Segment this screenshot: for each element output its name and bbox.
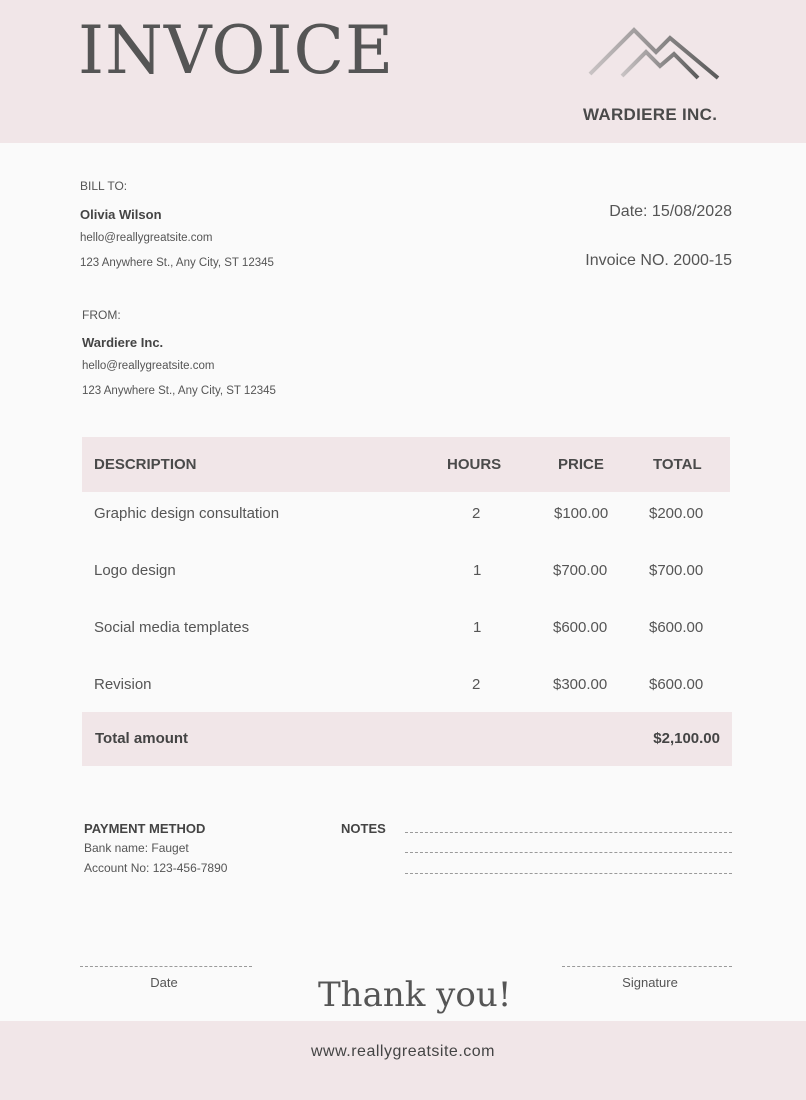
items-table (82, 437, 730, 720)
invoice-date: Date: 15/08/2028 (609, 203, 732, 220)
row-hours: 2 (472, 676, 481, 693)
row-total: $600.00 (649, 619, 704, 636)
row-description: Social media templates (94, 619, 250, 636)
invoice-footer (0, 1021, 806, 1100)
notes-line (405, 852, 732, 853)
invoice-header (0, 0, 806, 143)
table-row (82, 549, 730, 606)
row-hours: 1 (473, 619, 482, 636)
table-row (82, 606, 730, 663)
row-description: Graphic design consultation (94, 505, 280, 522)
row-price: $300.00 (553, 676, 608, 693)
invoice-number: Invoice NO. 2000-15 (585, 252, 732, 269)
from-name: Wardiere Inc. (82, 335, 164, 350)
row-total: $700.00 (649, 562, 704, 579)
header-total: TOTAL (653, 456, 702, 473)
row-total: $600.00 (649, 676, 704, 693)
bill-to-name: Olivia Wilson (80, 207, 162, 222)
header-hours: HOURS (447, 456, 502, 473)
date-label: Date (150, 975, 178, 990)
total-amount-row (82, 712, 732, 766)
payment-method-title: PAYMENT METHOD (84, 821, 206, 836)
row-total: $200.00 (649, 505, 704, 522)
row-price: $100.00 (554, 505, 609, 522)
signature-label: Signature (622, 975, 678, 990)
table-header (82, 437, 730, 492)
notes-title: NOTES (341, 821, 386, 836)
bill-to-label: BILL TO: (80, 179, 128, 193)
notes-line (405, 832, 732, 833)
header-description: DESCRIPTION (94, 456, 197, 473)
date-signature-line (80, 966, 252, 967)
total-amount-value: $2,100.00 (653, 730, 720, 747)
invoice-title: INVOICE (78, 12, 395, 89)
row-description: Revision (94, 676, 152, 693)
row-hours: 1 (473, 562, 482, 579)
website-link[interactable]: www.reallygreatsite.com (311, 1043, 495, 1060)
bill-to-address: 123 Anywhere St., Any City, ST 12345 (80, 257, 274, 269)
from-label: FROM: (82, 308, 121, 322)
table-row (82, 492, 730, 549)
from-address: 123 Anywhere St., Any City, ST 12345 (82, 385, 276, 397)
thank-you-text: Thank you! (318, 975, 512, 1015)
row-description: Logo design (94, 562, 176, 579)
row-price: $700.00 (553, 562, 608, 579)
total-amount-label: Total amount (95, 730, 189, 747)
signature-line (562, 966, 732, 967)
payment-bank: Bank name: Fauget (84, 841, 189, 855)
row-hours: 2 (472, 505, 481, 522)
company-name: WARDIERE INC. (583, 105, 718, 124)
payment-account: Account No: 123-456-7890 (84, 861, 228, 875)
mountain-logo-icon (588, 24, 722, 82)
from-email: hello@reallygreatsite.com (82, 360, 215, 372)
notes-line (405, 873, 732, 874)
header-price: PRICE (558, 456, 604, 473)
bill-to-email: hello@reallygreatsite.com (80, 232, 213, 244)
row-price: $600.00 (553, 619, 608, 636)
